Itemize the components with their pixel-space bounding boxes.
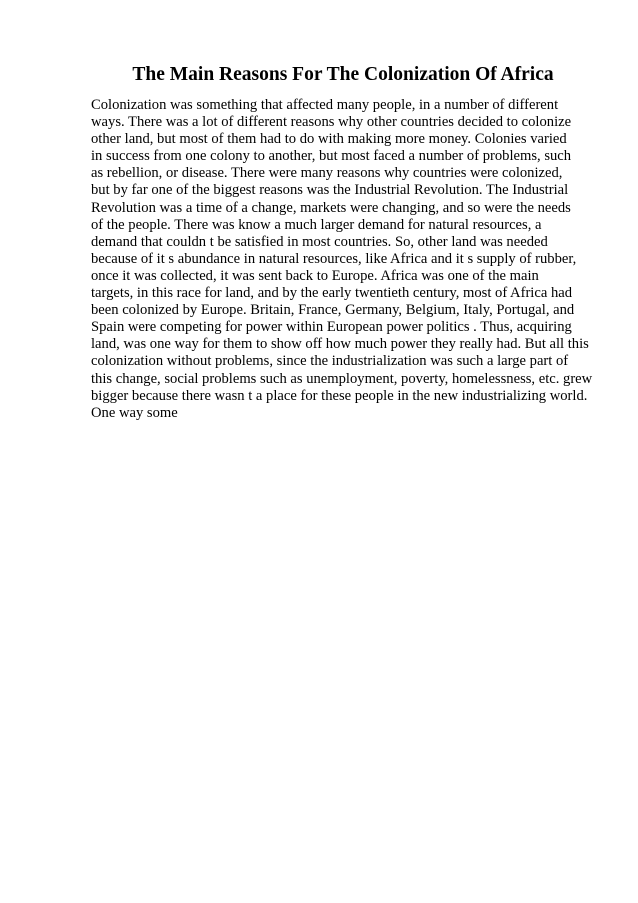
text-line: ways. There was a lot of different reasons why other countries decided to colonize xyxy=(91,114,572,131)
text-line: been colonized by Europe. Britain, France, Germany, Belgium, Italy, Portugal, and xyxy=(91,302,575,319)
document-title: The Main Reasons For The Colonization Of Africa xyxy=(132,64,554,85)
text-line: Spain were competing for power within European power politics . Thus, acquiring xyxy=(91,319,572,336)
text-line: in success from one colony to another, but most faced a number of problems, such xyxy=(91,148,572,165)
text-line: Revolution was a time of a change, markets were changing, and so were the needs xyxy=(91,199,571,216)
text-line: as rebellion, or disease. There were many reasons why countries were colonized, xyxy=(91,165,563,182)
text-line: of the people. There was know a much larger demand for natural resources, a xyxy=(91,216,542,233)
text-line: other land, but most of them had to do with making more money. Colonies varied xyxy=(91,131,567,148)
text-line: bigger because there wasn t a place for these people in the new industrializing world. xyxy=(91,387,588,404)
text-line: this change, social problems such as unemployment, poverty, homelessness, etc. grew xyxy=(91,370,593,387)
text-line: targets, in this race for land, and by the early twentieth century, most of Africa had xyxy=(91,285,573,302)
text-line: but by far one of the biggest reasons was the Industrial Revolution. The Industrial xyxy=(91,182,569,199)
text-line: Colonization was something that affected many people, in a number of different xyxy=(91,97,559,113)
text-line: One way some xyxy=(91,404,178,421)
text-line: land, was one way for them to show off how much power they really had. But all this xyxy=(91,336,589,353)
text-line: because of it s abundance in natural resources, like Africa and it s supply of rubber, xyxy=(91,250,577,267)
text-line: demand that couldn t be satisfied in most countries. So, other land was needed xyxy=(91,233,548,250)
text-line: once it was collected, it was sent back to Europe. Africa was one of the main xyxy=(91,267,539,284)
body-paragraph xyxy=(91,97,621,422)
text-line: colonization without problems, since the industrialization was such a large part of xyxy=(91,353,569,370)
